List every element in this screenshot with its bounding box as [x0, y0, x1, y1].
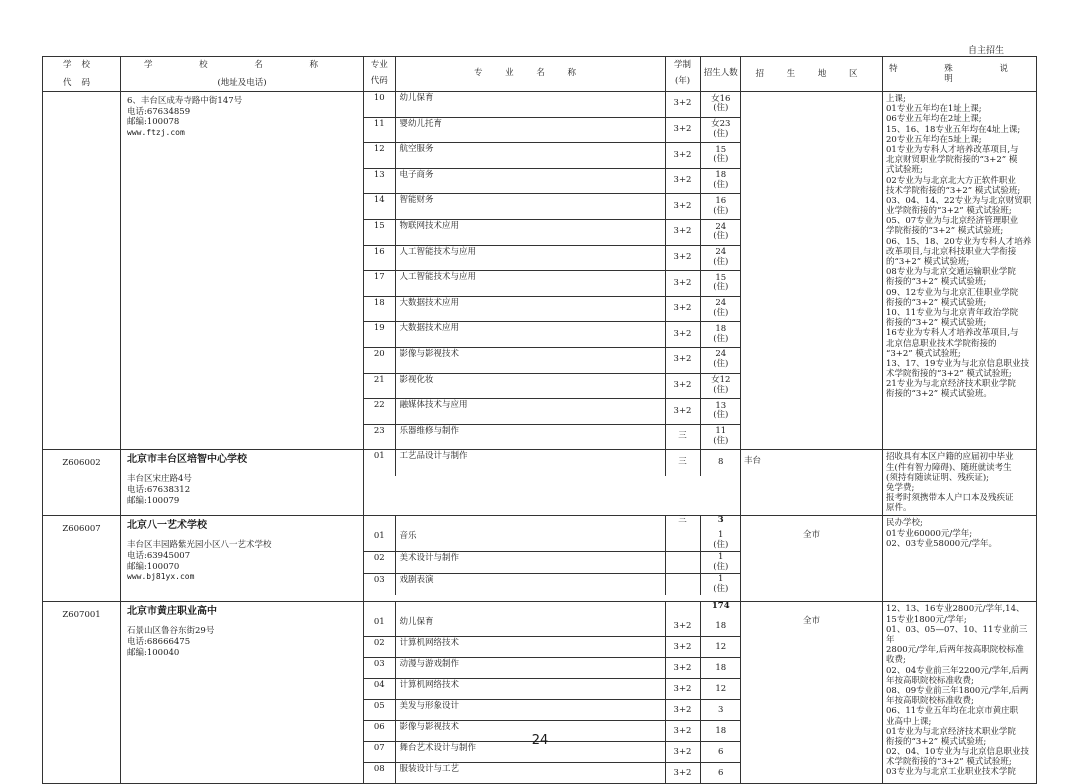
major-quota	[700, 552, 741, 574]
major-years: 3+2	[665, 658, 700, 679]
major-years: 3+2	[665, 700, 700, 721]
note-line: 术学院衔接的“3+2” 模式试验班;	[886, 369, 1012, 380]
quota-value: 1	[718, 530, 724, 541]
major-name: 物联网技术应用	[395, 219, 665, 245]
school-code: Z607001	[43, 602, 121, 784]
major-years: 三	[665, 424, 700, 449]
school-info: 北京市黄庄职业高中 石景山区鲁谷东街29号 电话:68666475 邮编:100040	[121, 602, 364, 784]
major-code: 20	[364, 347, 395, 373]
major-quota	[700, 219, 741, 245]
major-name: 美发与形象设计	[395, 700, 665, 721]
major-row	[364, 117, 741, 143]
note-line: 上课;	[886, 94, 906, 104]
note-line: 16专业为专科人才培养改革项目,与	[886, 328, 1019, 339]
note-line: 2800元/学年,后两年按高职院校标准	[886, 645, 1024, 656]
note-line: 招收具有本区户籍的应届初中毕业	[886, 452, 1014, 463]
note-line: 衔接的“3+2” 模式试验班;	[886, 318, 987, 329]
major-code: 04	[364, 679, 395, 700]
quota-value: 24	[715, 349, 727, 360]
major-name: 大数据技术应用	[395, 296, 665, 322]
region: 全市	[741, 516, 883, 602]
major-code: 06	[364, 721, 395, 742]
major-name: 幼儿保育	[395, 616, 665, 637]
major-name: 工艺品设计与制作	[395, 450, 665, 476]
major-name: 幼儿保育	[395, 92, 665, 117]
quota-value: 24	[715, 221, 727, 232]
major-row	[364, 271, 741, 297]
note-line: 收费;	[886, 655, 906, 666]
major-code: 13	[364, 168, 395, 194]
major-quota	[700, 143, 741, 169]
major-quota	[700, 322, 741, 348]
major-name: 影像与影视技术	[395, 347, 665, 373]
major-list	[364, 92, 741, 450]
major-code: 23	[364, 424, 395, 449]
major-row	[364, 530, 741, 552]
major-years	[665, 574, 700, 596]
boarding-mark: (住)	[713, 359, 729, 370]
quota-value: 8	[718, 457, 724, 468]
header-major-block	[364, 57, 741, 92]
major-quota	[700, 117, 741, 143]
quota-value: 15	[715, 272, 727, 283]
school-row	[43, 602, 1037, 784]
quota-value: 女12	[711, 375, 731, 386]
major-quota	[700, 373, 741, 399]
major-row	[364, 245, 741, 271]
note-line: 民办学校;	[886, 518, 923, 529]
quota-value: 24	[715, 298, 727, 309]
note-line: 03专业为与北京工业职业技术学院	[886, 767, 1016, 778]
major-code: 03	[364, 658, 395, 679]
note-line: 业高中上课;	[886, 716, 932, 727]
major-code: 19	[364, 322, 395, 348]
major-name: 人工智能技术与应用	[395, 271, 665, 297]
quota-value: 18	[715, 620, 727, 631]
note-line: 式试验班;	[886, 165, 923, 176]
school-row	[43, 450, 1037, 516]
major-name: 大数据技术应用	[395, 322, 665, 348]
major-years: 3+2	[665, 245, 700, 271]
school-name: 北京市黄庄职业高中	[127, 606, 217, 618]
note-line: 03、04、14、22专业为与北京财贸职	[886, 195, 1032, 206]
major-list	[364, 450, 741, 516]
major-name: 舞台艺术设计与制作	[395, 742, 665, 763]
quota-value: 18	[715, 725, 727, 736]
major-name: 航空服务	[395, 143, 665, 169]
major-row	[364, 322, 741, 348]
quota-value: 18	[715, 323, 727, 334]
boarding-mark: (住)	[713, 180, 729, 191]
note-line: 原件。	[886, 503, 912, 514]
note-line: 01专业为专科人才培养改革项目,与	[886, 144, 1019, 155]
note-line: 年按高职院校标准收费;	[886, 675, 974, 686]
major-code: 22	[364, 399, 395, 425]
major-row	[364, 168, 741, 194]
quota-value: 12	[715, 683, 727, 694]
note-line: 业学院衔接的“3+2” 模式试验班;	[886, 206, 1012, 217]
quota-value: 女16	[711, 93, 731, 104]
note-line: 报考时须携带本人户口本及残疾证	[886, 493, 1014, 504]
quota-value: 6	[718, 746, 724, 757]
major-row	[364, 700, 741, 721]
major-code: 21	[364, 373, 395, 399]
header-school-name: 学 校 名 称 (地址及电话)	[121, 57, 364, 92]
school-row	[43, 92, 1037, 450]
major-years: 3+2	[665, 117, 700, 143]
major-name: 乐器维修与制作	[395, 424, 665, 449]
major-years: 3+2	[665, 322, 700, 348]
special-notes	[883, 92, 1037, 450]
quota-value: 16	[715, 195, 727, 206]
major-quota	[700, 658, 741, 679]
major-code: 03	[364, 574, 395, 596]
major-row	[364, 399, 741, 425]
major-years: 3+2	[665, 296, 700, 322]
region	[741, 92, 883, 450]
major-code: 01	[364, 530, 395, 552]
school-name: 北京八一艺术学校	[127, 520, 207, 532]
major-name: 计算机网络技术	[395, 637, 665, 658]
major-years: 3+2	[665, 616, 700, 637]
major-name: 服装设计与工艺	[395, 763, 665, 784]
note-line: 09、12专业为与北京汇佳职业学院	[886, 287, 1019, 298]
boarding-mark: (住)	[713, 410, 729, 421]
header-notes: 特 殊 说 明	[883, 57, 1037, 92]
major-years: 3+2	[665, 373, 700, 399]
page-number: 24	[531, 733, 549, 748]
note-line: 01专业为与北京经济技术职业学院	[886, 726, 1016, 737]
major-quota	[700, 347, 741, 373]
note-line: 的“3+2” 模式试验班;	[886, 257, 970, 267]
boarding-mark: (住)	[713, 436, 729, 447]
quota-value: 女23	[711, 119, 731, 130]
major-row	[364, 763, 741, 784]
major-row	[364, 616, 741, 637]
major-quota	[700, 168, 741, 194]
note-line: 01、03、05—07、10、11专业前三年	[886, 624, 1028, 645]
major-row	[364, 637, 741, 658]
boarding-mark: (住)	[713, 256, 729, 267]
boarding-mark: (住)	[713, 231, 729, 242]
quota-value: 18	[715, 170, 727, 181]
special-notes	[883, 602, 1037, 784]
major-quota	[700, 637, 741, 658]
note-line: 10、11专业为与北京青年政治学院	[886, 307, 1019, 318]
top-note: 自主招生	[968, 46, 1005, 56]
major-row	[364, 194, 741, 220]
major-name: 融媒体技术与应用	[395, 399, 665, 425]
school-code	[43, 92, 121, 450]
major-years: 3+2	[665, 143, 700, 169]
boarding-mark: (住)	[713, 583, 729, 594]
note-line: 生(件有智力障碍)、随班就读考生	[886, 462, 1012, 473]
quota-value: 3	[718, 704, 724, 715]
major-name: 计算机网络技术	[395, 679, 665, 700]
note-line: 01专业五年均在1址上课;	[886, 104, 982, 115]
major-code: 14	[364, 194, 395, 220]
major-years: 3+2	[665, 347, 700, 373]
header-major-name: 专 业 名 称	[395, 57, 665, 91]
quota-value: 15	[715, 144, 727, 155]
major-years: 3+2	[665, 168, 700, 194]
boarding-mark: (住)	[713, 333, 729, 344]
quota-value: 18	[715, 662, 727, 673]
school-code: Z606007	[43, 516, 121, 602]
quota-value: 1	[718, 552, 724, 563]
note-line: 技术学院衔接的“3+2” 模式试验班;	[886, 185, 1021, 196]
note-line: 21专业为与北京经济技术职业学院	[886, 379, 1016, 390]
major-quota	[700, 194, 741, 220]
note-line: 12、13、16专业2800元/学年,14、	[886, 604, 1025, 615]
note-line: 02专业为与北京北大方正软件职业	[886, 175, 1016, 186]
note-line: 15、16、18专业五年均在4址上课;	[886, 124, 1021, 135]
note-line: 06、15、18、20专业为专科人才培养	[886, 236, 1032, 247]
major-code: 01	[364, 616, 395, 637]
quota-value: 11	[715, 426, 727, 437]
major-code: 12	[364, 143, 395, 169]
major-years	[665, 552, 700, 574]
major-name: 智能财务	[395, 194, 665, 220]
major-row	[364, 552, 741, 574]
major-name: 戏剧表演	[395, 574, 665, 596]
major-code: 01	[364, 450, 395, 476]
header-row	[43, 57, 1037, 92]
school-info: 北京八一艺术学校 丰台区丰园路紫光园小区八一艺术学校 电话:63945007 邮编:100070 www.bj81yx.com	[121, 516, 364, 602]
major-quota	[700, 700, 741, 721]
major-years: 3+2	[665, 742, 700, 763]
major-name: 美术设计与制作	[395, 552, 665, 574]
note-line: 15专业1800元/学年;	[886, 614, 967, 625]
note-line: 08专业为与北京交通运输职业学院	[886, 267, 1016, 278]
major-code: 11	[364, 117, 395, 143]
major-code: 07	[364, 742, 395, 763]
major-code: 02	[364, 637, 395, 658]
quota-value: 12	[715, 641, 727, 652]
major-years: 3+2	[665, 763, 700, 784]
major-quota	[700, 763, 741, 784]
note-line: 北京财贸职业学院衔接的“3+2” 模	[886, 155, 1018, 166]
major-years: 3+2	[665, 637, 700, 658]
major-quota	[700, 296, 741, 322]
major-code: 15	[364, 219, 395, 245]
major-name: 人工智能技术与应用	[395, 245, 665, 271]
major-row	[364, 296, 741, 322]
school-info: 北京市丰台区培智中心学校 丰台区宋庄路4号 电话:67638312 邮编:100079	[121, 450, 364, 516]
major-quota	[700, 574, 741, 596]
major-years: 3+2	[665, 399, 700, 425]
major-row	[364, 347, 741, 373]
major-code: 02	[364, 552, 395, 574]
note-line: “3+2” 模式试验班;	[886, 348, 961, 359]
total-quota: 3	[717, 515, 724, 526]
note-line: 02、04专业前三年2200元/学年,后两	[886, 665, 1029, 676]
major-code: 17	[364, 271, 395, 297]
boarding-mark: (住)	[713, 154, 729, 165]
major-row	[364, 679, 741, 700]
header-major-code: 专业 代码	[364, 57, 395, 91]
major-quota	[700, 271, 741, 297]
major-list	[364, 602, 741, 784]
major-row	[364, 424, 741, 449]
note-line: 05、07专业为与北京经济管理职业	[886, 216, 1019, 227]
note-line: 术学院衔接的“3+2” 模式试验班;	[886, 757, 1012, 768]
major-code: 18	[364, 296, 395, 322]
header-region: 招 生 地 区	[741, 57, 883, 92]
boarding-mark: (住)	[713, 282, 729, 293]
note-line: 08、09专业前三年1800元/学年,后两	[886, 685, 1029, 696]
boarding-mark: (住)	[713, 561, 729, 572]
header-school-code: 学校 代码	[43, 57, 121, 92]
special-notes	[883, 450, 1037, 516]
header-quota: 招生人数	[703, 68, 738, 79]
major-years: 3+2	[665, 219, 700, 245]
note-line: 20专业五年均在5址上课;	[886, 134, 982, 145]
quota-value: 1	[718, 574, 724, 585]
boarding-mark: (住)	[713, 384, 729, 395]
major-code: 08	[364, 763, 395, 784]
total-years	[665, 602, 700, 616]
major-row	[364, 143, 741, 169]
note-line: 02、04、10专业为与北京信息职业技	[886, 747, 1029, 758]
major-code: 10	[364, 92, 395, 117]
note-line: 13、17、19专业为与北京信息职业技	[886, 358, 1029, 369]
major-row	[364, 219, 741, 245]
major-row	[364, 373, 741, 399]
note-line: 北京信息职业技术学院衔接的	[886, 338, 997, 349]
major-code: 05	[364, 700, 395, 721]
major-years: 3+2	[665, 721, 700, 742]
region: 丰台	[741, 450, 883, 516]
school-info: 6、丰台区成寿寺路中街147号 电话:67634859 邮编:100078 www.ftzj.com	[121, 92, 364, 450]
major-name: 影像与影视技术	[395, 721, 665, 742]
major-quota	[700, 450, 741, 476]
region: 全市	[741, 602, 883, 784]
major-code: 16	[364, 245, 395, 271]
note-line: 年按高职院校标准收费;	[886, 696, 974, 707]
major-name: 动漫与游戏制作	[395, 658, 665, 679]
special-notes	[883, 516, 1037, 602]
major-years: 三	[665, 450, 700, 476]
header-years: 学制 (年)	[665, 57, 700, 91]
note-line: 02、03专业58000元/学年。	[886, 538, 998, 549]
note-line: 06、11专业五年均在北京市黄庄职	[886, 706, 1019, 717]
note-line: 衔接的“3+2” 模式试验班。	[886, 389, 992, 400]
major-name: 婴幼儿托育	[395, 117, 665, 143]
major-row	[364, 658, 741, 679]
major-list	[364, 516, 741, 602]
major-name: 音乐	[395, 530, 665, 552]
major-row	[364, 92, 741, 117]
note-line: 学院衔接的“3+2” 模式试验班;	[886, 226, 1004, 237]
major-quota	[700, 616, 741, 637]
note-line: 01专业60000元/学年;	[886, 528, 973, 539]
major-row	[364, 574, 741, 596]
major-years: 3+2	[665, 679, 700, 700]
boarding-mark: (住)	[713, 103, 729, 114]
major-quota	[700, 679, 741, 700]
note-line: 衔接的“3+2” 模式试验班;	[886, 277, 987, 288]
major-years: 3+2	[665, 92, 700, 117]
boarding-mark: (住)	[713, 539, 729, 550]
total-quota: 174	[711, 601, 730, 612]
school-name: 北京市丰台区培智中心学校	[127, 454, 247, 466]
boarding-mark: (住)	[713, 308, 729, 319]
major-quota	[700, 92, 741, 117]
major-quota	[700, 424, 741, 449]
major-name: 电子商务	[395, 168, 665, 194]
boarding-mark: (住)	[713, 128, 729, 139]
note-line: 免学费;	[886, 482, 915, 493]
boarding-mark: (住)	[713, 205, 729, 216]
note-line: (须持有随读证明、残疾证);	[886, 472, 990, 483]
major-years: 3+2	[665, 194, 700, 220]
major-quota	[700, 399, 741, 425]
major-years: 3+2	[665, 271, 700, 297]
quota-value: 6	[718, 767, 724, 778]
note-line: 衔接的“3+2” 模式试验班;	[886, 297, 987, 308]
quota-value: 13	[715, 400, 727, 411]
major-name: 影视化妆	[395, 373, 665, 399]
major-quota	[700, 245, 741, 271]
admissions-table	[42, 56, 1037, 784]
note-line: 衔接的“3+2” 模式试验班;	[886, 736, 987, 747]
total-years: 三	[665, 516, 700, 530]
quota-value: 24	[715, 247, 727, 258]
major-years	[665, 530, 700, 552]
major-quota	[700, 530, 741, 552]
note-line: 改革项目,与北京科技职业大学衔接	[886, 246, 1017, 257]
note-line: 06专业五年均在2址上课;	[886, 114, 982, 125]
school-code: Z606002	[43, 450, 121, 516]
school-row	[43, 516, 1037, 602]
major-row	[364, 450, 741, 476]
